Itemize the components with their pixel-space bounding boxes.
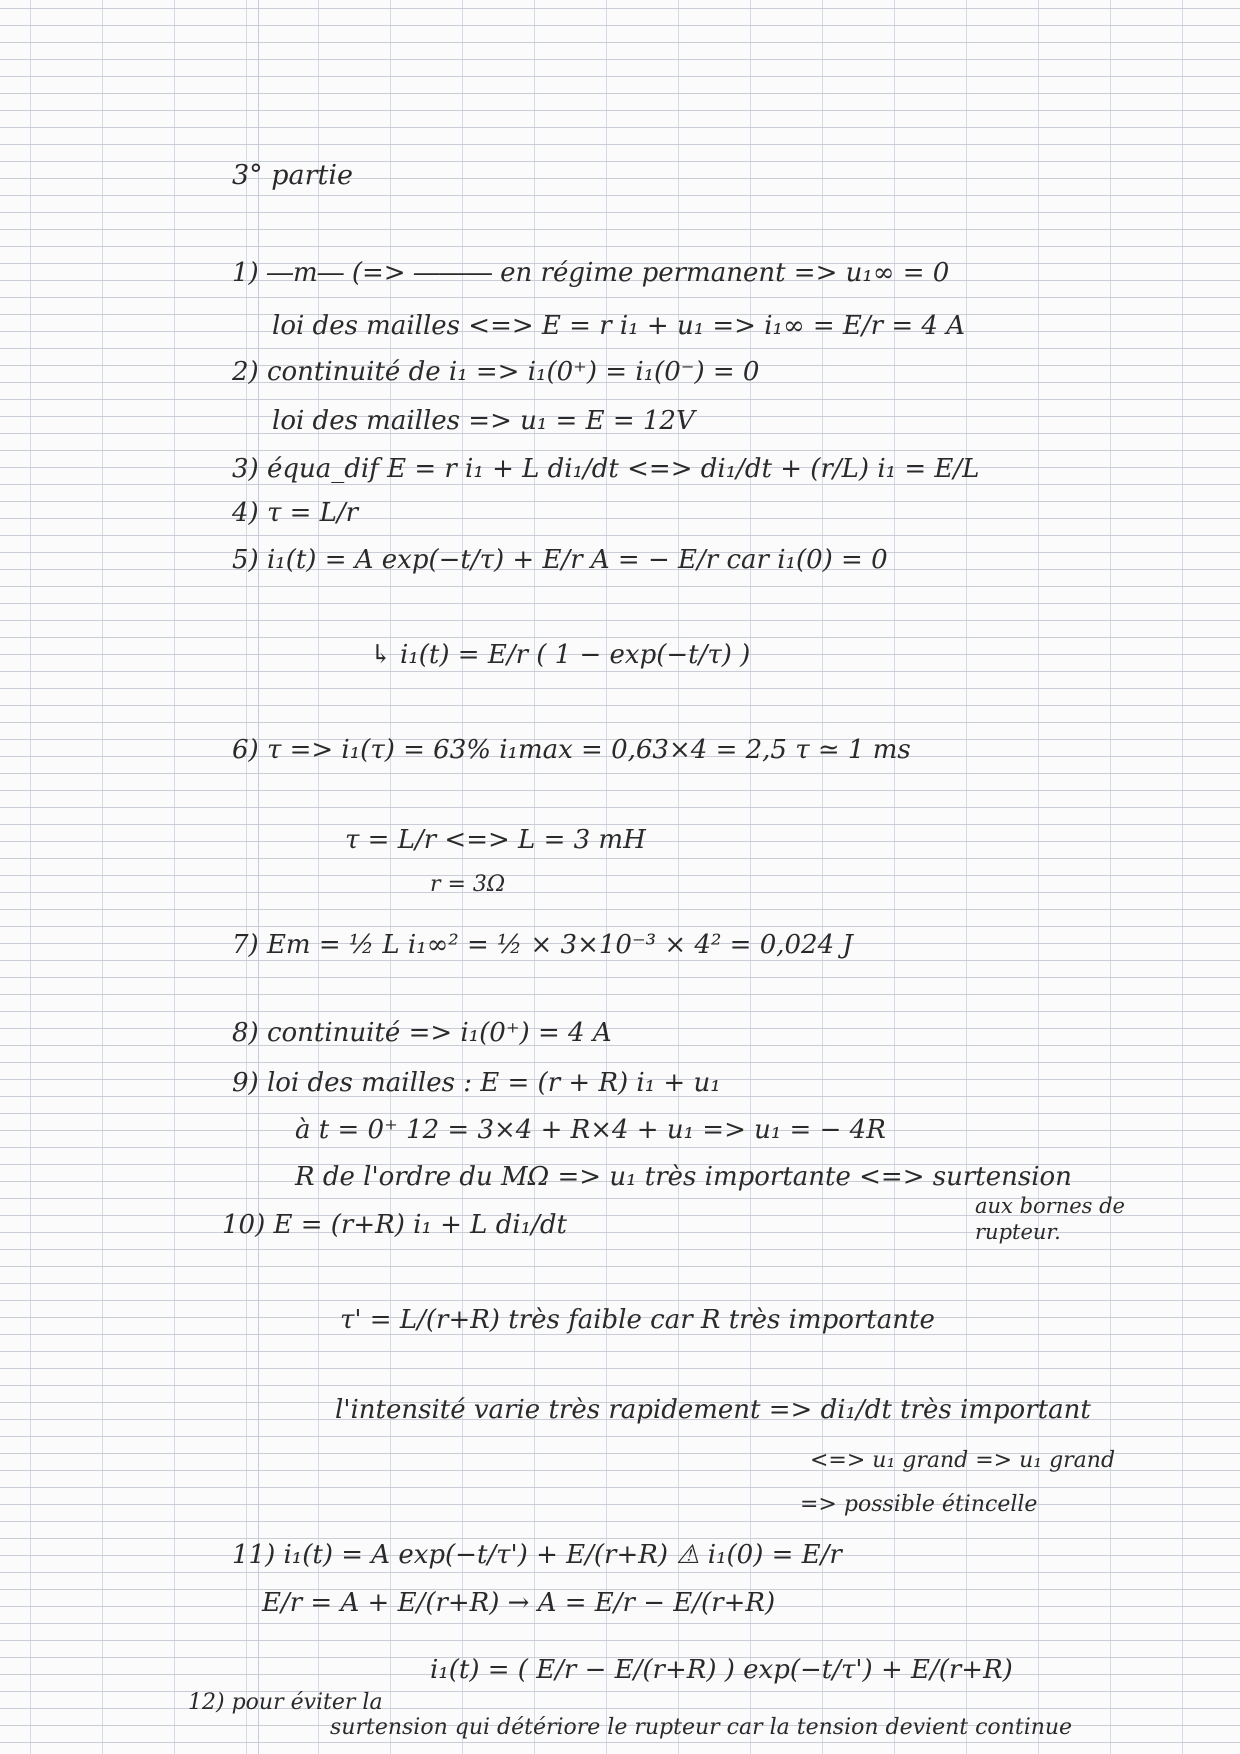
line-27: 12) pour éviter la [188,1690,383,1715]
line-10: τ = L/r <=> L = 3 mH [345,825,646,855]
line-1: 1) ―m― (=> ――― en régime permanent => u₁∞ = 0 [232,258,950,288]
line-24: 11) i₁(t) = A exp(−t/τ') + E/(r+R) ⚠ i₁(0) = E/r [232,1540,842,1570]
line-4: loi des mailles => u₁ = E = 12V [272,406,695,436]
line-14: 9) loi des mailles : E = (r + R) i₁ + u₁ [232,1068,721,1098]
line-2: loi des mailles <=> E = r i₁ + u₁ => i₁∞ = E/r = 4 A [272,311,965,341]
line-21: l'intensité varie très rapidement => di₁/dt très important [335,1395,1091,1425]
line-25: E/r = A + E/(r+R) → A = E/r − E/(r+R) [262,1588,776,1618]
line-17: aux bornes de [975,1194,1125,1218]
line-8: ↳ i₁(t) = E/r ( 1 − exp(−t/τ) ) [370,640,751,670]
line-3: 2) continuité de i₁ => i₁(0⁺) = i₁(0⁻) = 0 [232,357,760,387]
line-22: <=> u₁ grand => u₁ grand [810,1448,1116,1473]
line-16: R de l'ordre du MΩ => u₁ très importante <=> surtension [295,1162,1072,1192]
line-19: 10) E = (r+R) i₁ + L di₁/dt [222,1210,567,1240]
line-11: r = 3Ω [430,872,506,897]
line-6: 4) τ = L/r [232,498,359,528]
line-18: rupteur. [975,1220,1061,1244]
line-12: 7) Em = ½ L i₁∞² = ½ × 3×10⁻³ × 4² = 0,024 J [232,930,853,960]
line-9: 6) τ => i₁(τ) = 63% i₁max = 0,63×4 = 2,5 τ ≃ 1 ms [232,735,911,765]
line-15: à t = 0⁺ 12 = 3×4 + R×4 + u₁ => u₁ = − 4R [295,1115,886,1145]
line-7: 5) i₁(t) = A exp(−t/τ) + E/r A = − E/r car i₁(0) = 0 [232,545,888,575]
line-5: 3) équa_dif E = r i₁ + L di₁/dt <=> di₁/dt + (r/L) i₁ = E/L [232,454,980,484]
line-23: => possible étincelle [800,1492,1038,1517]
line-28: surtension qui détériore le rupteur car la tension devient continue [330,1715,1073,1740]
line-13: 8) continuité => i₁(0⁺) = 4 A [232,1018,612,1048]
line-26: i₁(t) = ( E/r − E/(r+R) ) exp(−t/τ') + E/(r+R) [430,1655,1013,1685]
page-title: 3° partie [232,160,354,191]
line-20: τ' = L/(r+R) très faible car R très importante [340,1305,935,1335]
